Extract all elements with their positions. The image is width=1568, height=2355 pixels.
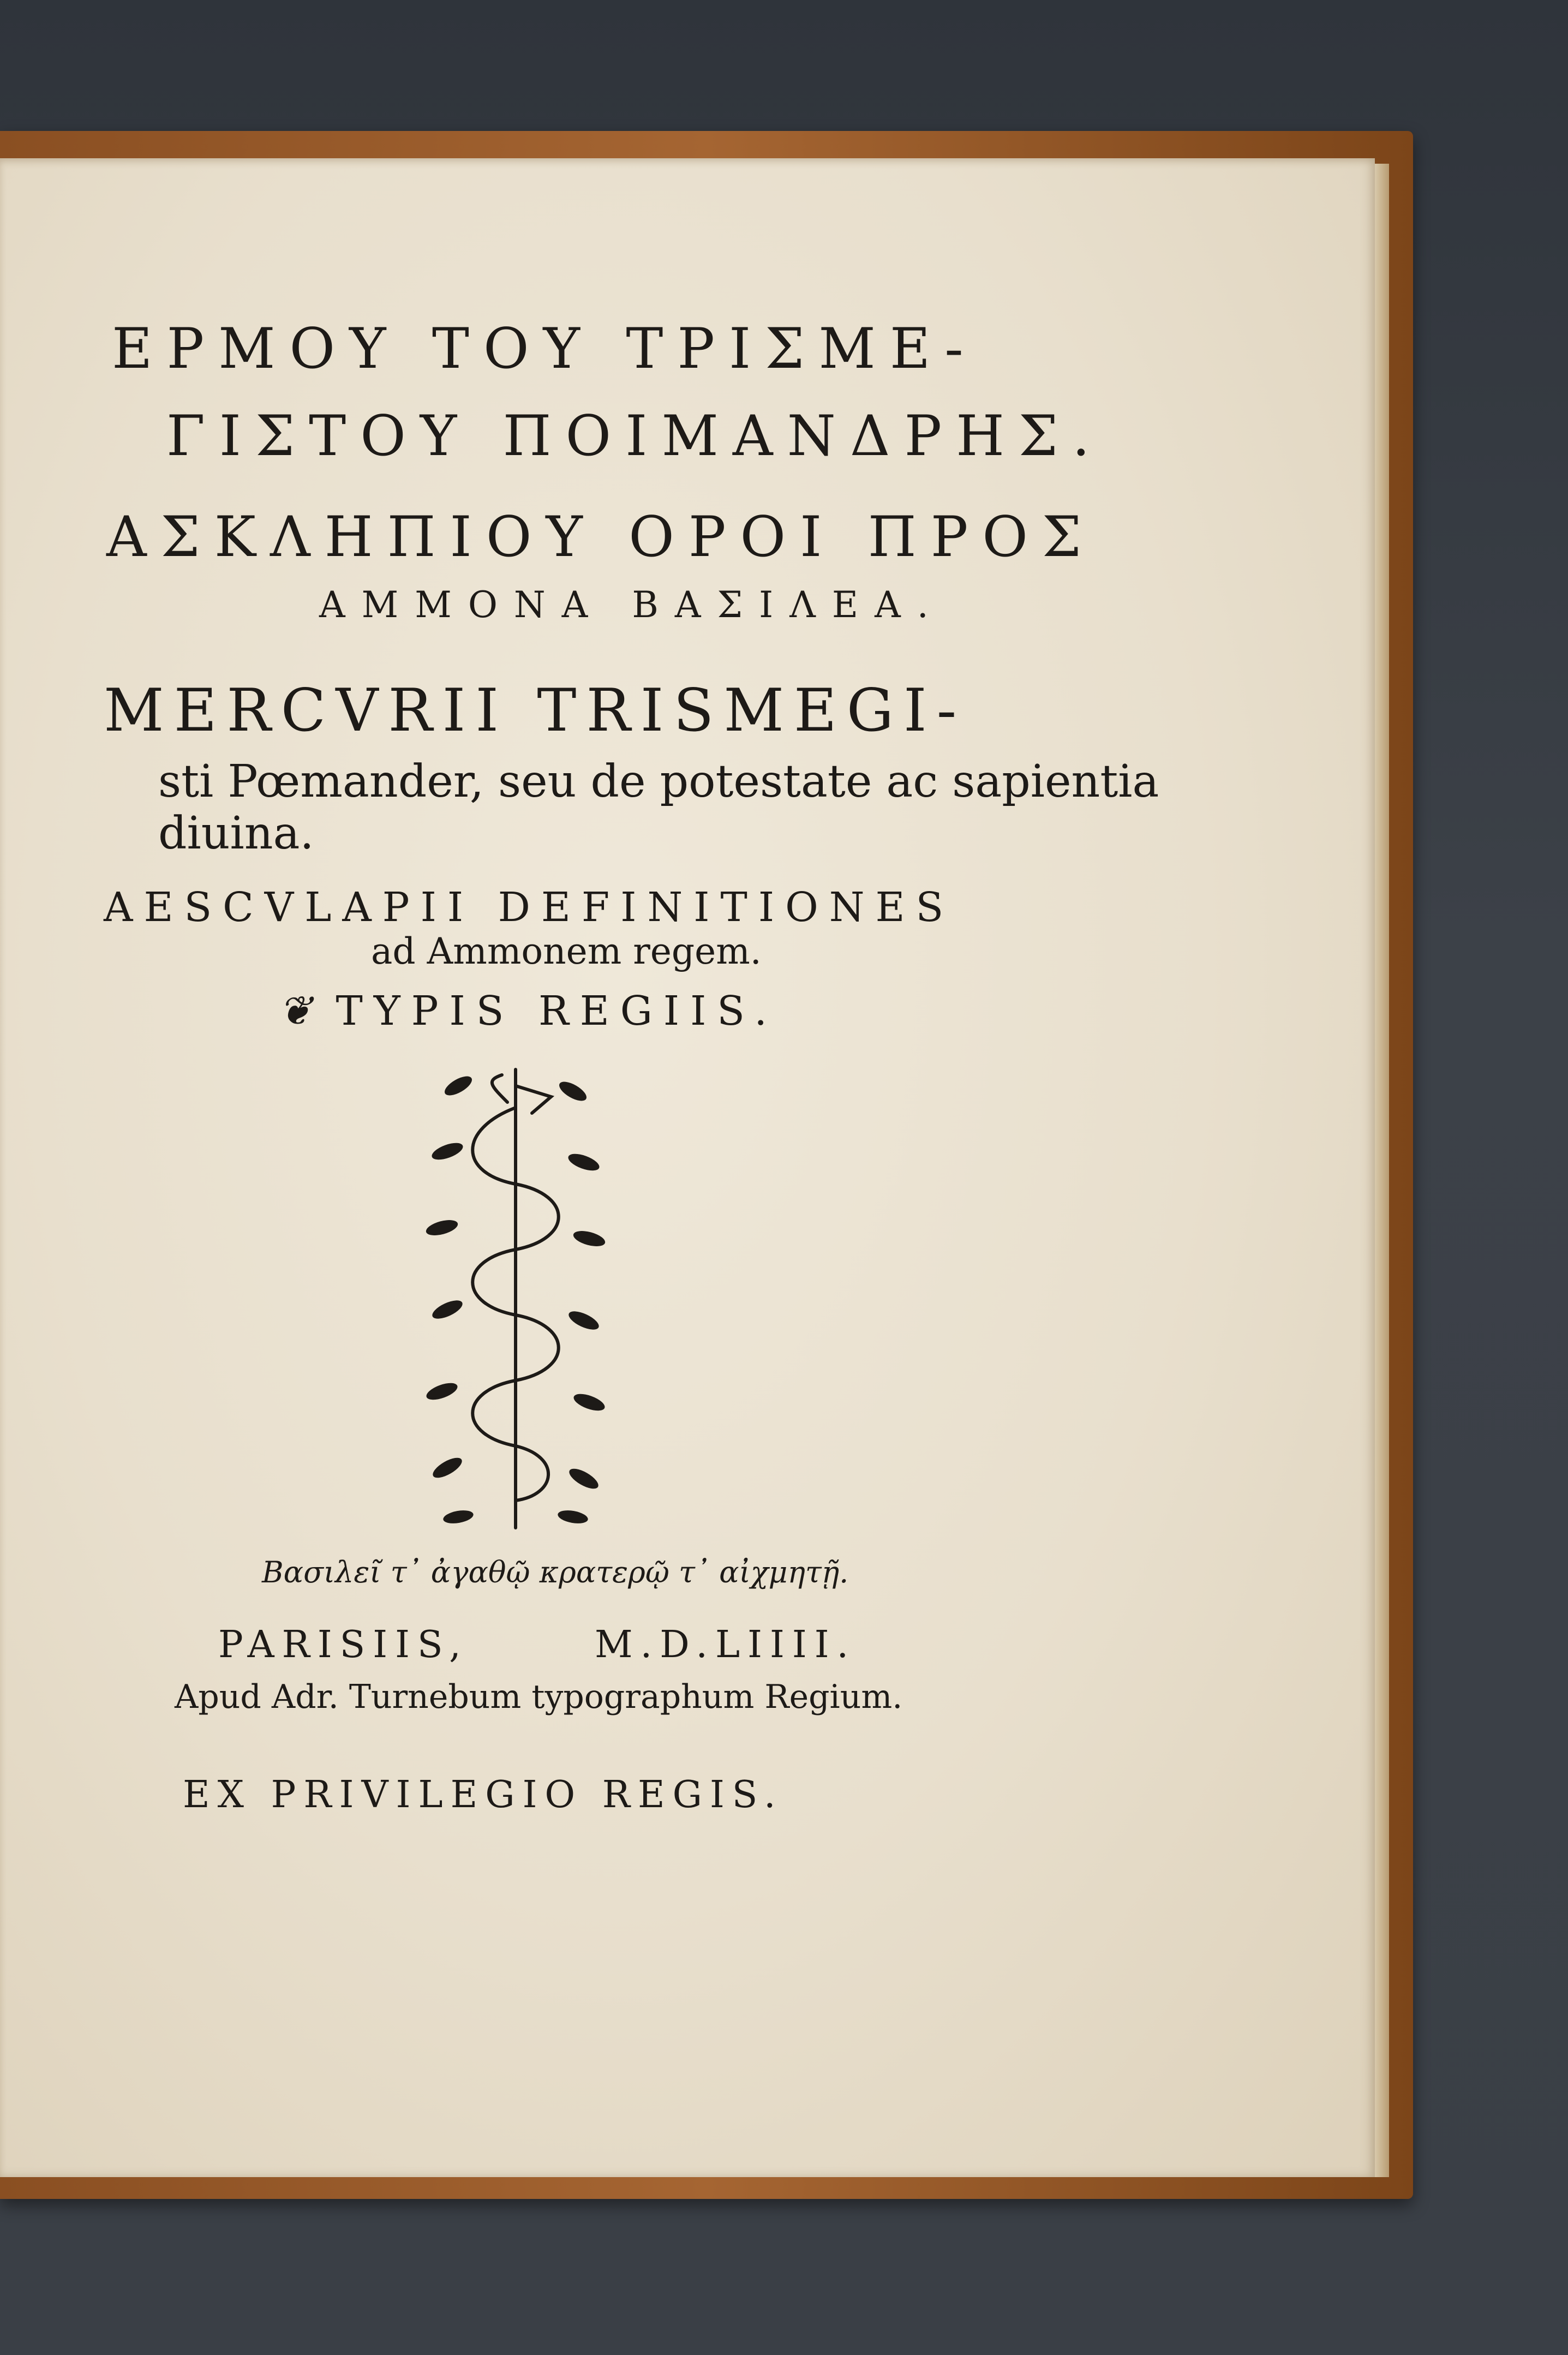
page-edge xyxy=(1375,164,1389,2177)
printer-device-serpent-staff-icon xyxy=(426,1064,606,1533)
device-motto: Βασιλεῖ τ᾽ ἀγαθῷ κρατερῷ τ᾽ αἰχμητῇ. xyxy=(262,1555,849,1589)
imprint-place: PARISIIS, xyxy=(218,1623,469,1666)
greek-title-line-3: ΑΣΚΛΗΠΙΟΥ ΟΡΟΙ ΠΡΟΣ xyxy=(106,505,1096,570)
latin-title-line-1: MERCVRII TRISMEGI- xyxy=(104,677,967,745)
fleuron-icon: ❦ xyxy=(278,988,313,1035)
latin-subtitle-line-2: ad Ammonem regem. xyxy=(371,930,762,972)
greek-title-line-1: ΕΡΜΟΥ ΤΟΥ ΤΡΙΣΜΕ- xyxy=(112,316,978,381)
latin-title-line-3: diuina. xyxy=(158,808,314,859)
greek-title-line-2: ΓΙΣΤΟΥ ΠΟΙΜΑΝΔΡΗΣ. xyxy=(166,404,1104,469)
typis-regiis-text: TYPIS REGIIS. xyxy=(336,988,778,1035)
latin-title-line-2: sti Pœmander, seu de potestate ac sapientia xyxy=(158,756,1159,808)
greek-title-line-4: ΑΜΜΟΝΑ ΒΑΣΙΛΕΑ. xyxy=(319,584,945,626)
imprint-printer: Apud Adr. Turnebum typographum Regium. xyxy=(175,1678,903,1716)
privilege-line: EX PRIVILEGIO REGIS. xyxy=(183,1773,783,1816)
typis-regiis-line xyxy=(278,988,778,1035)
latin-subtitle-line-1: AESCVLAPII DEFINITIONES xyxy=(104,884,955,931)
imprint-year: M.D.LIIII. xyxy=(595,1623,857,1666)
